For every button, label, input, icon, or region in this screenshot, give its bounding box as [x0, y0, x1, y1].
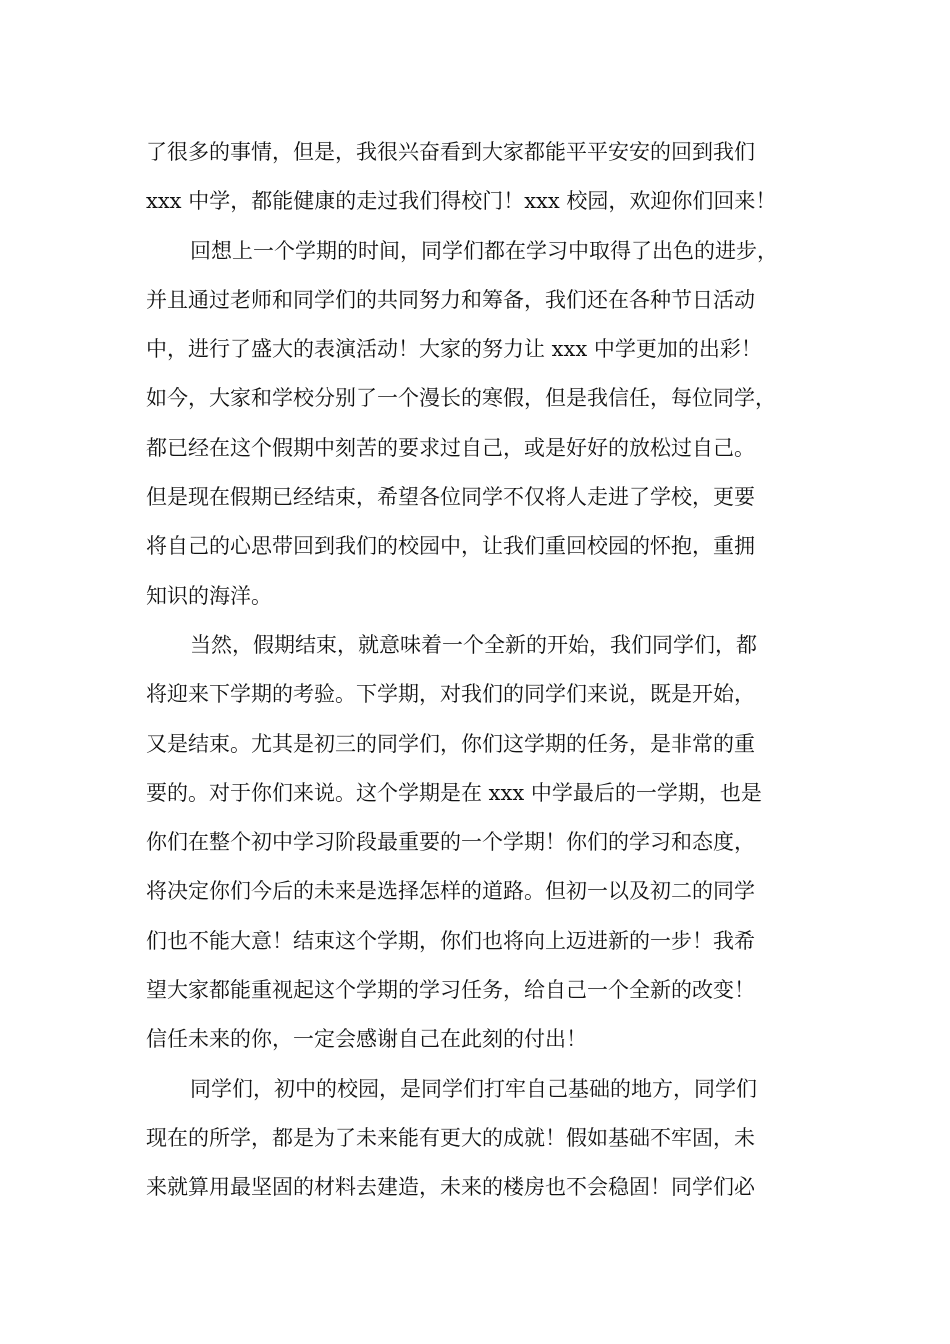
- text-line: xxx 中学，都能健康的走过我们得校门！xxx 校园，欢迎你们回来！: [146, 189, 777, 214]
- document-body: [146, 128, 836, 1213]
- paragraph-first-line: 当然，假期结束，就意味着一个全新的开始，我们同学们，都: [190, 632, 757, 657]
- text-line: 来就算用最坚固的材料去建造，未来的楼房也不会稳固！同学们必: [146, 1175, 755, 1200]
- text-line: 们也不能大意！结束这个学期，你们也将向上迈进新的一步！我希: [146, 928, 755, 953]
- text-line: 现在的所学，都是为了未来能有更大的成就！假如基础不牢固，未: [146, 1125, 755, 1150]
- text-line: 你们在整个初中学习阶段最重要的一个学期！你们的学习和态度，: [146, 830, 755, 855]
- text-line: 并且通过老师和同学们的共同努力和筹备，我们还在各种节日活动: [146, 287, 755, 312]
- text-line: 信任未来的你，一定会感谢自己在此刻的付出！: [146, 1027, 587, 1052]
- text-line: 中，进行了盛大的表演活动！大家的努力让 xxx 中学更加的出彩！: [146, 337, 762, 362]
- text-line: 知识的海洋。: [146, 583, 272, 608]
- text-line: 将决定你们今后的未来是选择怎样的道路。但初一以及初二的同学: [146, 879, 755, 904]
- text-line: 将迎来下学期的考验。下学期，对我们的同学们来说，既是开始，: [146, 682, 755, 707]
- paragraph-first-line: 同学们，初中的校园，是同学们打牢自己基础的地方，同学们: [190, 1076, 757, 1101]
- text-line: 又是结束。尤其是初三的同学们，你们这学期的任务，是非常的重: [146, 731, 755, 756]
- text-line: 如今，大家和学校分别了一个漫长的寒假，但是我信任，每位同学，: [146, 386, 776, 411]
- text-line: 都已经在这个假期中刻苦的要求过自己，或是好好的放松过自己。: [146, 435, 755, 460]
- paragraph-first-line: 回想上一个学期的时间，同学们都在学习中取得了出色的进步，: [190, 238, 778, 263]
- text-line: 要的。对于你们来说。这个学期是在 xxx 中学最后的一学期，也是: [146, 780, 762, 805]
- text-line: 了很多的事情，但是，我很兴奋看到大家都能平平安安的回到我们: [146, 140, 755, 164]
- text-line: 但是现在假期已经结束，希望各位同学不仅将人走进了学校，更要: [146, 485, 755, 510]
- text-line: 望大家都能重视起这个学期的学习任务，给自己一个全新的改变！: [146, 978, 755, 1003]
- text-line: 将自己的心思带回到我们的校园中，让我们重回校园的怀抱，重拥: [146, 534, 755, 559]
